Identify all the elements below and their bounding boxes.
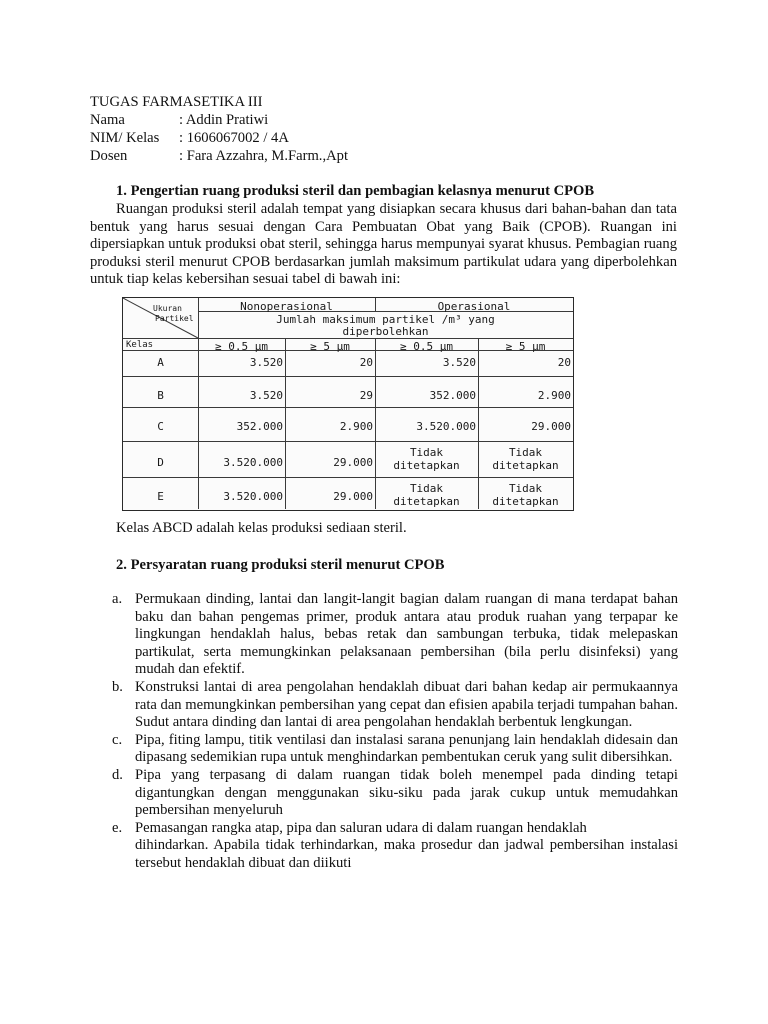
header-value: : Addin Pratiwi <box>179 112 269 128</box>
table-cell: Tidak <box>508 482 543 495</box>
list-marker: a. <box>112 591 123 607</box>
header-row-dosen <box>90 148 348 166</box>
header-label: Dosen <box>90 148 128 164</box>
table-cell: 2.900 <box>537 389 571 402</box>
table-cell: 352.000 <box>429 389 476 402</box>
requirements-list <box>90 591 678 873</box>
list-item <box>90 679 678 732</box>
table-cell: 3.520.000 <box>416 420 476 433</box>
table-cell-kelas: C <box>157 420 164 433</box>
table-cell: Tidak <box>409 446 444 459</box>
list-item <box>90 767 678 820</box>
list-item-text: Pipa yang terpasang di dalam ruangan tidak boleh menempel pada dinding tetapi digantungkan dengan menggunakan siku-siku pada jarak cukup untuk memudahkan pembersihan menyeluruh <box>135 766 678 819</box>
table-cell: ditetapkan <box>393 459 460 472</box>
col-header-nonop-5: ≥ 5 µm <box>310 340 350 353</box>
table-cell: 3.520 <box>249 356 283 369</box>
table-cell: Tidak <box>409 482 444 495</box>
corner-label-kelas: Kelas <box>126 340 154 350</box>
table-cell: 3.520 <box>249 389 283 402</box>
list-item <box>90 732 678 767</box>
section-2-heading: 2. Persyaratan ruang produksi steril menurut CPOB <box>116 557 445 573</box>
list-item <box>90 591 678 679</box>
table-cell: ditetapkan <box>393 495 460 508</box>
table-cell-kelas: E <box>157 490 164 503</box>
table-cell: ditetapkan <box>492 495 559 508</box>
header-row-nama <box>90 112 268 130</box>
table-cell: 3.520.000 <box>223 456 283 469</box>
header-label: NIM/ Kelas <box>90 130 160 146</box>
table-cell: 3.520 <box>442 356 476 369</box>
list-item-text: Pipa, fiting lampu, titik ventilasi dan instalasi sarana penunjang lain hendaklah didesain dan dipasang sedemikian rupa untuk menghindarkan pembentukan ceruk yang sulit dibersihkan. <box>135 731 678 766</box>
section-1-paragraph: Ruangan produksi steril adalah tempat yang disiapkan secara khusus dari bahan-bahan dan tata bentuk yang harus sesuai dengan Cara Pembuatan Obat yang Baik (CPOB). Ruangan ini dipersiapkan untuk produksi obat steril, sehingga harus mempunyai syarat khusus. Pembagian ruang produksi steril menurut CPOB berdasarkan jumlah maksimum partikulat udara yang diperbolehkan untuk tiap kelas kebersihan sesuai tabel di bawah ini: <box>90 201 677 288</box>
list-item-text: Konstruksi lantai di area pengolahan hendaklah dibuat dari bahan kedap air permukaannya rata dan memungkinkan pembersihan yang cepat dan efisien apabila terjadi tumpahan bahan. Sudut antara dinding dan lantai di area pengolahan hendaklah berbentuk lengkungan. <box>135 678 679 731</box>
table-cell: ditetapkan <box>492 459 559 472</box>
col-header-op-05: ≥ 0.5 µm <box>400 340 453 353</box>
corner-label-ukuran: Ukuran <box>153 304 182 313</box>
list-marker: e. <box>112 819 123 836</box>
list-marker: c. <box>112 731 123 748</box>
table-cell: 29.000 <box>333 490 373 503</box>
header-row-nim <box>90 130 289 148</box>
table-cell: 29.000 <box>333 456 373 469</box>
list-item <box>90 820 678 873</box>
list-item-text-rest: dihindarkan. Apabila tidak terhindarkan, maka prosedur dan jadwal pembersihan instalasi tersebut hendaklah dibuat dan diikuti <box>135 837 678 871</box>
header-value: : Fara Azzahra, M.Farm.,Apt <box>179 148 348 164</box>
table-cell: 3.520.000 <box>223 490 283 503</box>
list-item-text-line1: Pemasangan rangka atap, pipa dan saluran udara di dalam ruangan hendaklah <box>135 819 587 836</box>
table-cell: Tidak <box>508 446 543 459</box>
header-value: : 1606067002 / 4A <box>179 130 289 146</box>
table-note: Kelas ABCD adalah kelas produksi sediaan steril. <box>116 520 407 536</box>
table-cell-kelas: A <box>157 356 164 369</box>
cleanroom-class-table <box>122 297 574 511</box>
document-title: TUGAS FARMASETIKA III <box>90 94 263 110</box>
group-header-operasional: Operasional <box>437 300 511 313</box>
corner-label-partikel: Partikel <box>155 314 194 323</box>
table-cell: 352.000 <box>236 420 283 433</box>
list-marker: b. <box>112 678 123 695</box>
table-cell: 2.900 <box>339 420 373 433</box>
table-cell: 29 <box>359 389 373 402</box>
col-header-nonop-05: ≥ 0.5 µm <box>215 340 268 353</box>
table-cell: 20 <box>359 356 373 369</box>
table-cell-kelas: D <box>157 456 164 469</box>
col-header-op-5: ≥ 5 µm <box>505 340 546 353</box>
list-item-text: Permukaan dinding, lantai dan langit-langit bagian dalam ruangan di mana terdapat bahan baku dan bahan pengemas primer, produk antara atau produk ruahan yang terpapar ke lingkungan hendaklah halus, bebas retak dan sambungan terbuka, tidak melepaskan partikulat, serta memungkinkan pelaksanaan pembersihan (bila perlu disinfeksi) yang mudah dan efektif. <box>135 591 678 678</box>
table-cell: 29.000 <box>531 420 571 433</box>
table-subtitle-line1: Jumlah maksimum partikel /m³ yang <box>276 313 495 326</box>
list-marker: d. <box>112 766 123 783</box>
group-header-nonoperasional: Nonoperasional <box>240 300 333 313</box>
header-label: Nama <box>90 112 125 128</box>
section-1-heading: 1. Pengertian ruang produksi steril dan pembagian kelasnya menurut CPOB <box>116 183 595 199</box>
table-subtitle-line2: diperbolehkan <box>342 325 429 338</box>
table-cell: 20 <box>557 356 571 369</box>
table-cell-kelas: B <box>157 389 164 402</box>
